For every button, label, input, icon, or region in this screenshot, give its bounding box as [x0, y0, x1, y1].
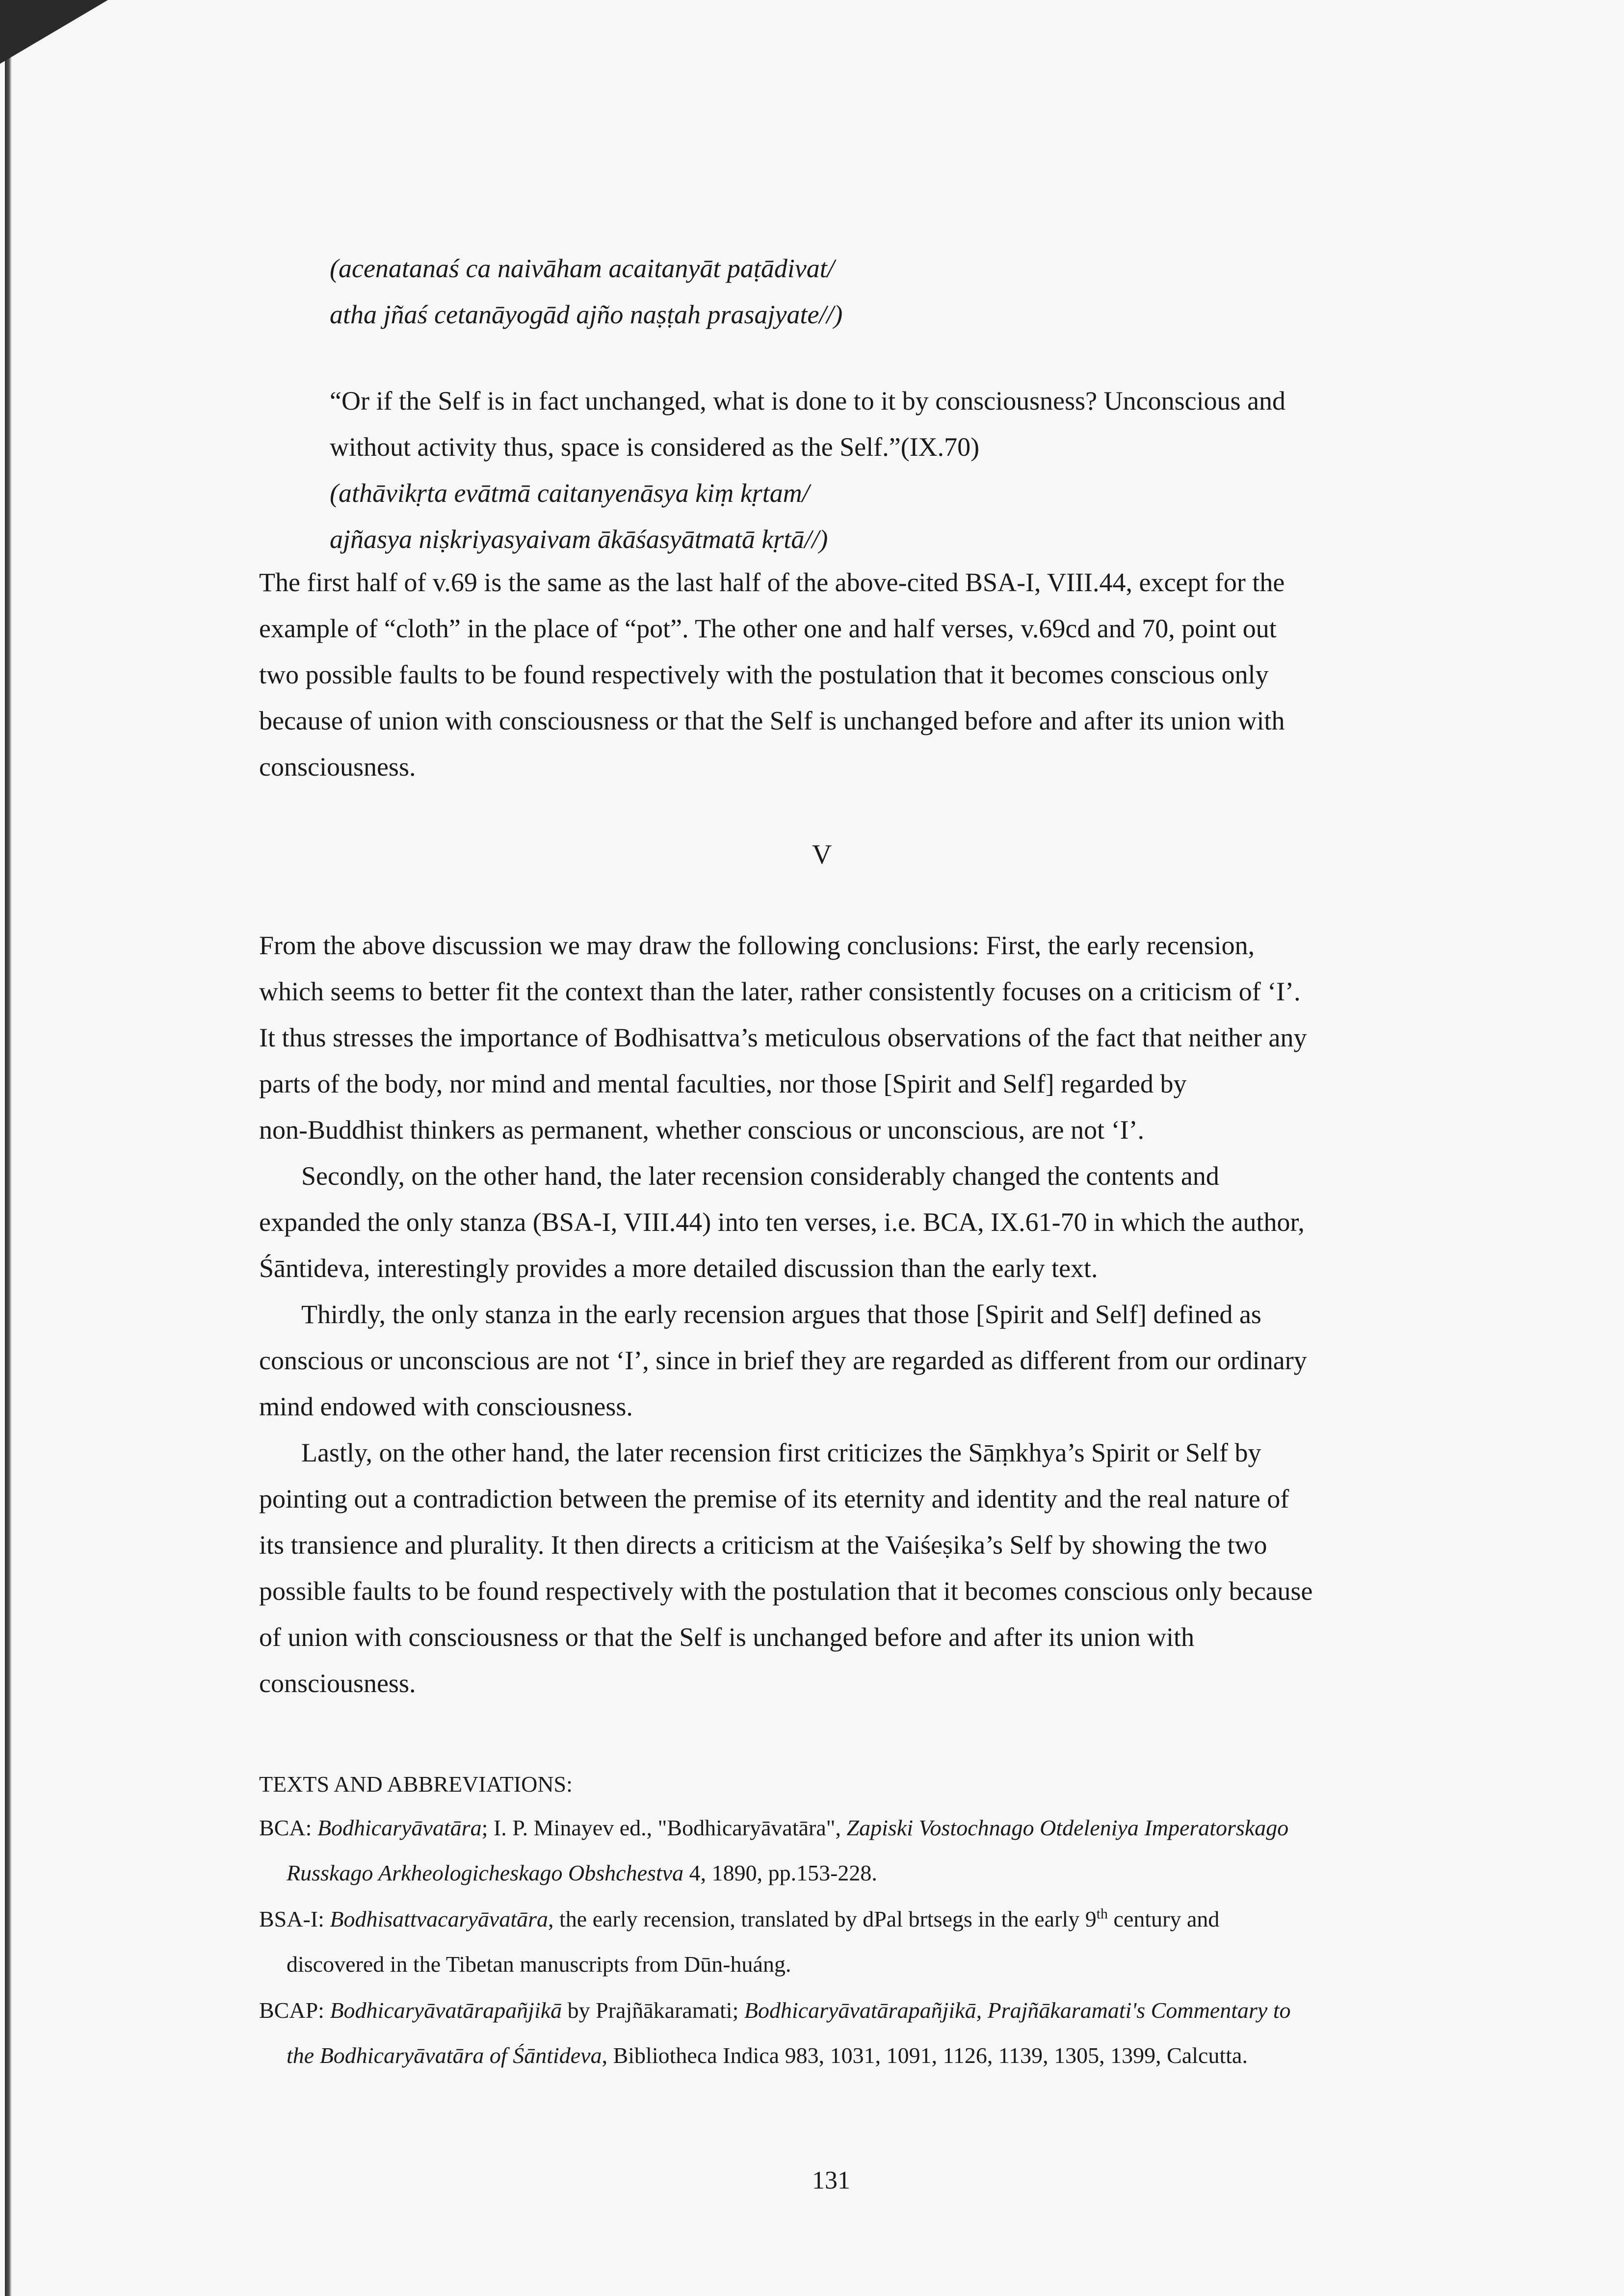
conclusion-paragraph-1 [259, 922, 1437, 1153]
paragraph-line: Secondly, on the other hand, the later recension considerably changed the contents and [301, 1161, 1219, 1191]
paragraph-line: consciousness. [259, 1669, 416, 1698]
ref-title: Bodhicaryāvatāra [317, 1815, 482, 1840]
paragraph-line: because of union with consciousness or that the Self is unchanged before and after its union with [259, 706, 1285, 735]
paragraph-line: non-Buddhist thinkers as permanent, whether conscious or unconscious, are not ‘I’. [259, 1115, 1145, 1145]
ref-text: century and [1108, 1906, 1220, 1931]
reference-bsa [259, 1897, 1446, 1987]
paragraph-line: parts of the body, nor mind and mental faculties, nor those [Spirit and Self] regarded by [259, 1069, 1187, 1098]
paragraph-line: conscious or unconscious are not ‘I’, since in brief they are regarded as different from our ordinary [259, 1346, 1307, 1375]
verse-line: ajñasya niṣkriyasyaivam ākāśasyātmatā kṛtā//) [330, 524, 828, 554]
page-number: 131 [812, 2166, 850, 2194]
reference-bca [259, 1805, 1446, 1896]
section-heading: V [812, 839, 832, 870]
conclusion-paragraph-3 [259, 1291, 1437, 1430]
scan-edge [5, 0, 12, 2296]
paragraph-line: example of “cloth” in the place of “pot”. The other one and half verses, v.69cd and 70, point out [259, 614, 1277, 643]
paragraph-line: its transience and plurality. It then directs a criticism at the Vaiśeṣika’s Self by showing the two [259, 1530, 1267, 1560]
ref-title: Bodhisattvacaryāvatāra [330, 1906, 548, 1931]
ref-abbr: BCAP: [259, 1998, 330, 2023]
ref-text: discovered in the Tibetan manuscripts from Dūn-huáng. [287, 1952, 791, 1977]
paragraph-line: which seems to better fit the context than the later, rather consistently focuses on a criticism of ‘I’. [259, 977, 1301, 1006]
ref-text: ; I. P. Minayev ed., "Bodhicaryāvatāra", [481, 1815, 847, 1840]
paragraph-line: The first half of v.69 is the same as the last half of the above-cited BSA-I, VIII.44, except for the [259, 568, 1285, 597]
ref-text: by Prajñākaramati; [562, 1998, 744, 2023]
ref-abbr: BSA-I: [259, 1906, 330, 1931]
paragraph-line: From the above discussion we may draw the following conclusions: First, the early recension, [259, 931, 1255, 960]
paragraph-line: Śāntideva, interestingly provides a more detailed discussion than the early text. [259, 1253, 1098, 1283]
quote-ix70 [330, 378, 1448, 470]
verse-69cd [330, 245, 842, 338]
paragraph-line: possible faults to be found respectively with the postulation that it becomes conscious only because [259, 1576, 1313, 1606]
ref-text: , Bibliotheca Indica 983, 1031, 1091, 1126, 1139, 1305, 1399, Calcutta. [602, 2043, 1248, 2068]
quote-line: “Or if the Self is in fact unchanged, what is done to it by consciousness? Unconscious and [330, 386, 1286, 416]
ref-text: 4, 1890, pp.153-228. [683, 1860, 877, 1885]
conclusion-paragraph-4 [259, 1430, 1437, 1706]
scan-corner [0, 0, 108, 64]
ref-title: Bodhicaryāvatārapañjikā [330, 1998, 562, 2023]
ref-journal: Russkago Arkheologicheskago Obshchestva [287, 1860, 684, 1885]
verse-line: (athāvikṛta evātmā caitanyenāsya kiṃ kṛtam/ [330, 478, 810, 508]
references-heading: TEXTS AND ABBREVIATIONS: [259, 1772, 573, 1797]
paragraph-line: It thus stresses the importance of Bodhisattva’s meticulous observations of the fact that neither any [259, 1023, 1307, 1052]
paragraph-line: mind endowed with consciousness. [259, 1392, 633, 1421]
ref-journal: Zapiski Vostochnago Otdeleniya Imperatorskago [846, 1815, 1289, 1840]
paragraph-line: Lastly, on the other hand, the later recension first criticizes the Sāṃkhya’s Spirit or Self by [301, 1438, 1261, 1467]
paragraph-line: of union with consciousness or that the Self is unchanged before and after its union with [259, 1622, 1195, 1652]
reference-bcap [259, 1988, 1446, 2078]
ref-text: , the early recension, translated by dPal brtsegs in the early 9 [548, 1906, 1097, 1931]
paragraph-line: expanded the only stanza (BSA-I, VIII.44) into ten verses, i.e. BCA, IX.61-70 in which the author, [259, 1207, 1305, 1237]
paragraph-line: two possible faults to be found respectively with the postulation that it becomes conscious only [259, 660, 1269, 689]
conclusion-paragraph-2 [259, 1153, 1437, 1291]
quote-line: without activity thus, space is considered as the Self.”(IX.70) [330, 432, 980, 462]
ref-abbr: BCA: [259, 1815, 317, 1840]
verse-line: (acenatanaś ca naivāham acaitanyāt paṭādivat/ [330, 254, 835, 283]
paragraph-line: consciousness. [259, 752, 416, 782]
verse-70 [330, 470, 828, 562]
ref-title: the Bodhicaryāvatāra of Śāntideva [287, 2043, 602, 2068]
verse-line: atha jñaś cetanāyogād ajño naṣṭah prasajyate//) [330, 300, 843, 329]
ref-title: Bodhicaryāvatārapañjikā, Prajñākaramati's Commentary to [744, 1998, 1291, 2023]
paragraph-intro [259, 559, 1437, 790]
paragraph-line: pointing out a contradiction between the premise of its eternity and identity and the real nature of [259, 1484, 1289, 1513]
ref-sup: th [1096, 1905, 1108, 1922]
paragraph-line: Thirdly, the only stanza in the early recension argues that those [Spirit and Self] defined as [301, 1300, 1261, 1329]
conclusions [259, 922, 1437, 1706]
